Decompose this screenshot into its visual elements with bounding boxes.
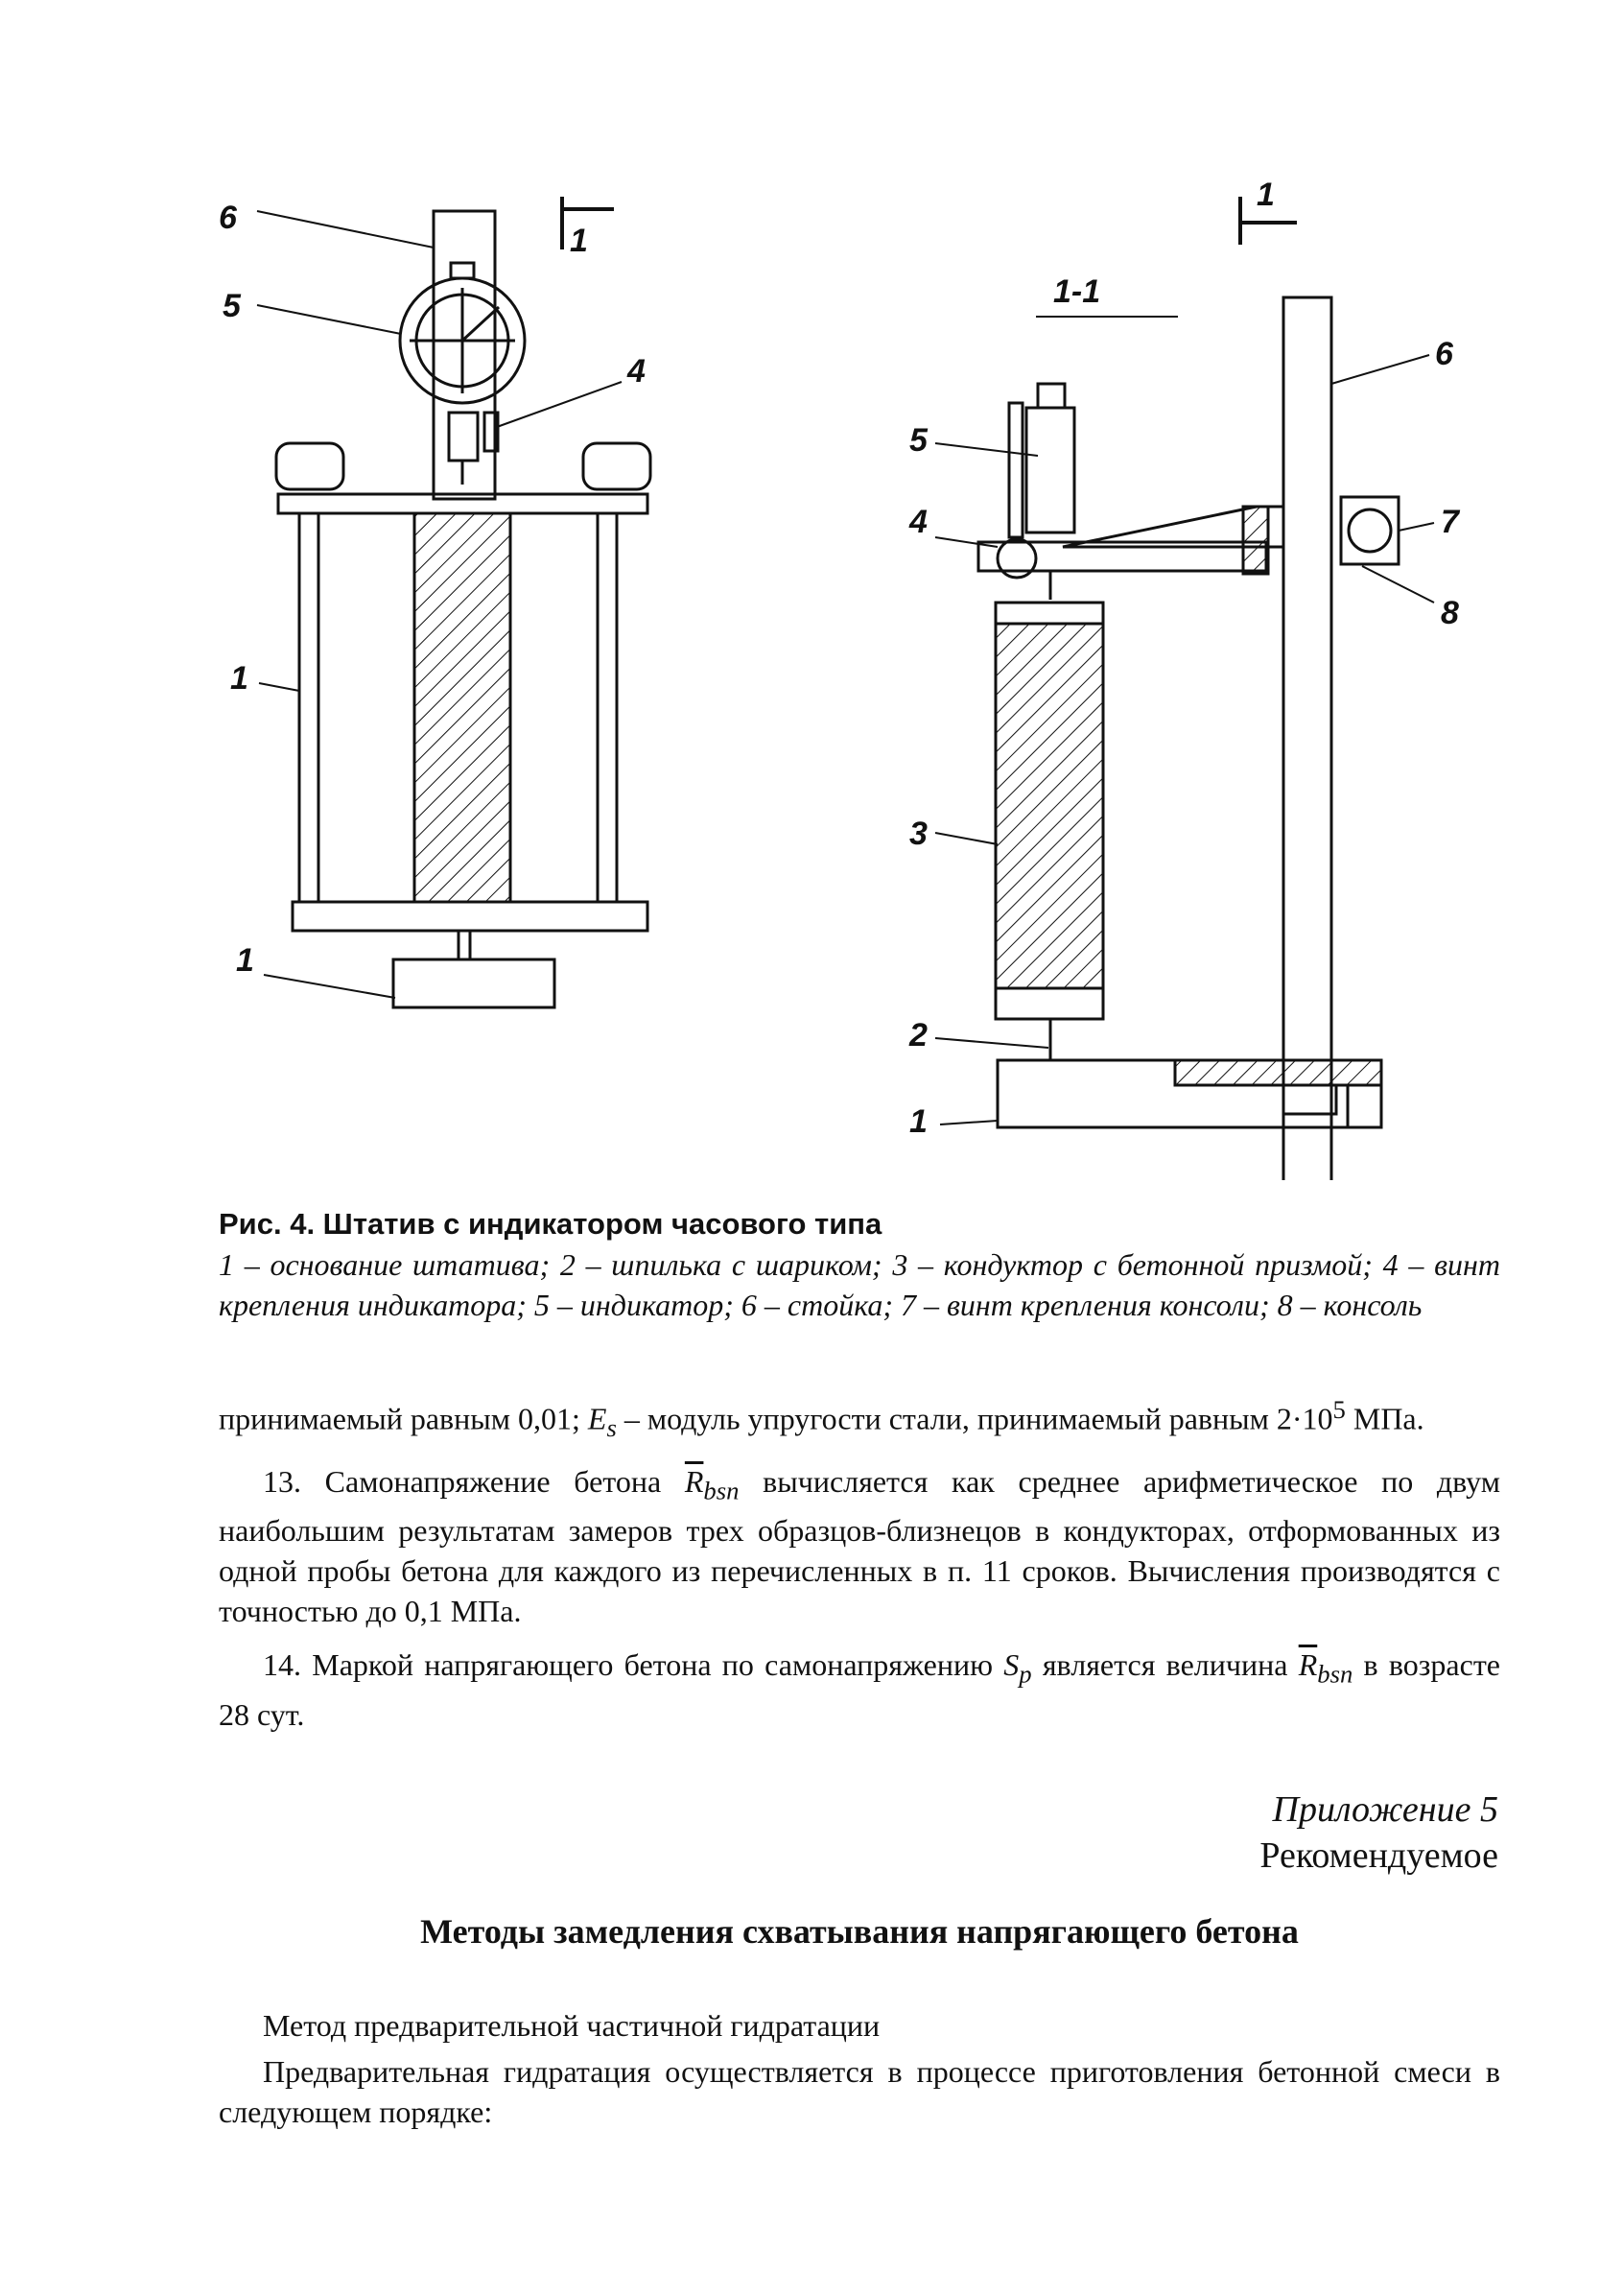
caption-title: Рис. 4. Штатив с индикатором часового типа — [219, 1207, 882, 1241]
label-6-right: 6 — [1435, 336, 1453, 372]
dial-indicator-right — [1026, 408, 1074, 533]
label-8-right: 8 — [1441, 595, 1459, 631]
section-title: 1-1 — [1053, 273, 1101, 310]
main-text — [219, 1389, 1500, 1735]
rod-right — [598, 513, 617, 902]
paragraph-14: 14. Маркой напрягающего бетона по самонапряжению $S_p$ является величина $\overline{R}_{bsn}$ в возрасте 28 сут. — [219, 1647, 1501, 1732]
label-6-left: 6 — [219, 200, 237, 236]
label-5-right: 5 — [909, 422, 928, 459]
paragraph-continued: принимаемый равным 0,01; $E_s$ – модуль упругости стали, принимаемый равным $2\cdot 10^5$ МПа. — [219, 1395, 1424, 1443]
appendix-title: Приложение 5 — [1272, 1789, 1498, 1830]
section-body — [219, 2005, 1500, 2132]
label-1-base-left: 1 — [236, 942, 254, 979]
stand-post-right — [1283, 297, 1331, 1180]
section-heading: Методы замедления схватывания напрягающего бетона — [420, 1912, 1299, 1951]
label-5-left: 5 — [223, 288, 241, 324]
base-left — [393, 959, 554, 1007]
appendix-subtitle: Рекомендуемое — [1259, 1835, 1498, 1876]
label-3-right: 3 — [909, 816, 928, 852]
appendix-header — [1259, 1787, 1498, 1879]
method-body: Предварительная гидратация осуществляется в процессе приготовления бетонной смеси в следующем порядке: — [219, 2054, 1500, 2129]
section-mark-left: 1 — [570, 223, 588, 259]
label-1-right: 1 — [909, 1103, 928, 1140]
section-mark-right: 1 — [1257, 177, 1275, 213]
caption-body: 1 – основание штатива; 2 – шпилька с шариком; 3 – кондуктор с бетонной призмой; 4 – винт крепления индикатора; 5 – индикатор; 6 – стойка; 7 – винт крепления консоли; 8 – консоль — [219, 1247, 1500, 1322]
concrete-prism-right — [996, 624, 1103, 988]
label-1-rod: 1 — [230, 660, 248, 697]
stand-post-left — [434, 211, 495, 499]
label-4-left: 4 — [627, 353, 646, 390]
paragraph-13: 13. Самонапряжение бетона $\overline{R}_{bsn}$ вычисляется как среднее арифметическое по двум наибольшим результатам замеров трех образцов-близнецов в кондукторах, отформованных из одной пробы бетона для каждого из перечисленных в п. 11 сроков. Вычисления производятся с точностью до 0,1 МПа. — [219, 1464, 1501, 1629]
rod-left — [299, 513, 318, 902]
label-2-right: 2 — [909, 1017, 928, 1053]
label-4-right: 4 — [909, 504, 928, 540]
concrete-prism-left — [414, 513, 510, 902]
method-title: Метод предварительной частичной гидратации — [263, 2008, 881, 2043]
left-view — [276, 211, 650, 1007]
figure-caption — [219, 1204, 1500, 1325]
label-7-right: 7 — [1441, 504, 1459, 540]
